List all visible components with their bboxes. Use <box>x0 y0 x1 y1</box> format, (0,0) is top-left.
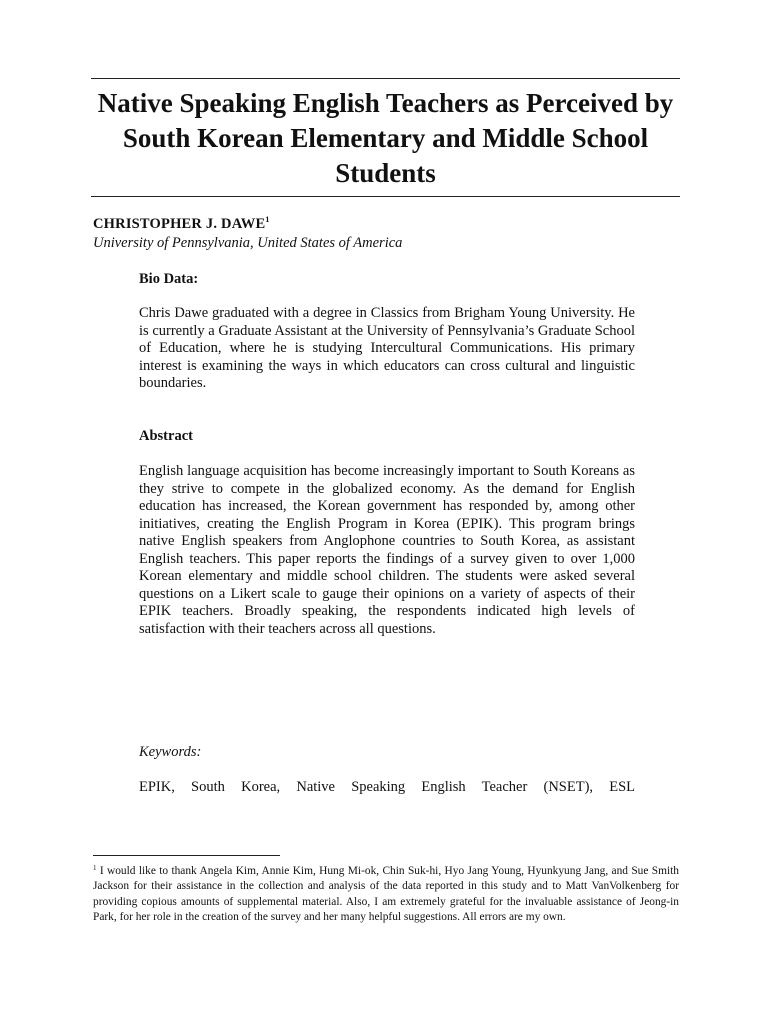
abstract-heading: Abstract <box>139 428 193 444</box>
keywords-text: EPIK, South Korea, Native Speaking English Teacher (NSET), ESL <box>139 779 635 795</box>
footnote-text: I would like to thank Angela Kim, Annie Kim, Hung Mi-ok, Chin Suk-hi, Hyo Jang Young, Hyunkyung Jang, and Sue Smith Jackson for their assistance in the collection and analysis of the data reported in this study and to Matt VanVolkenberg for providing copious amounts of supplemental material. Also, I am extremely grateful for the invaluable assistance of Jeong-in Park, for her role in the creation of the survey and her many helpful suggestions. All errors are my own. <box>93 865 679 923</box>
footnote <box>93 861 679 925</box>
paper-title: Native Speaking English Teachers as Perceived by South Korean Elementary and Middle School Students <box>97 88 674 188</box>
footnote-separator <box>93 855 280 856</box>
abstract-text: English language acquisition has become increasingly important to South Koreans as they strive to compete in the globalized economy. As the demand for English education has increased, the Korean government has responded by, among other initiatives, creating the English Program in Korea (EPIK). This program brings native English speakers from Anglophone countries to South Korea, as assistant English teachers. This paper reports the findings of a survey given to over 1,000 Korean elementary and middle school children. The students were asked several questions on a Likert scale to gauge their opinions on a variety of aspects of their EPIK teachers. Broadly speaking, the respondents indicated high levels of satisfaction with their teachers across all questions. <box>139 463 635 637</box>
author-footnote-marker: 1 <box>265 215 270 224</box>
title-bottom-rule <box>91 196 680 197</box>
author-affiliation: University of Pennsylvania, United States of America <box>93 235 403 251</box>
author-name-text: CHRISTOPHER J. DAWE <box>93 216 266 232</box>
author-name <box>93 215 270 233</box>
keywords-heading: Keywords: <box>139 744 202 760</box>
bio-data-heading: Bio Data: <box>139 271 199 287</box>
title-top-rule <box>91 78 680 79</box>
bio-data-text: Chris Dawe graduated with a degree in Classics from Brigham Young University. He is currently a Graduate Assistant at the University of Pennsylvania’s Graduate School of Education, where he is studying Intercultural Communications. His primary interest is examining the ways in which educators can cross cultural and linguistic boundaries. <box>139 305 635 391</box>
footnote-marker: 1 <box>93 864 97 872</box>
